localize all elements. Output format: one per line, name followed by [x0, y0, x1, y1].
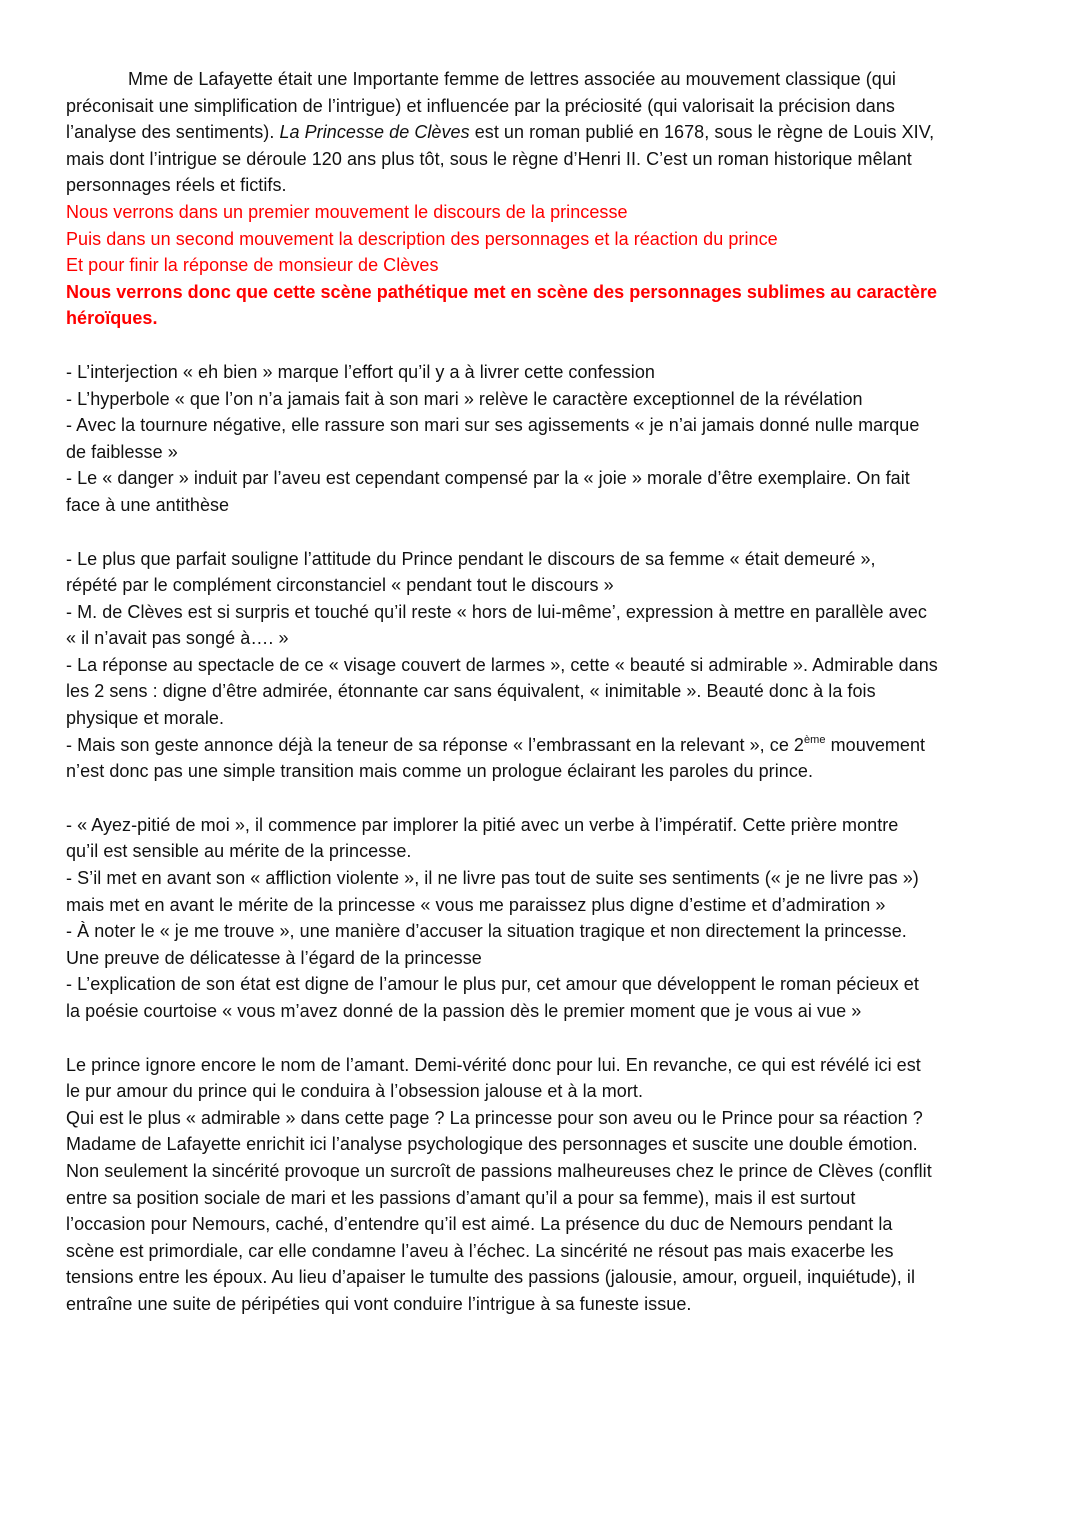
- analysis-line: de faiblesse »: [66, 441, 178, 462]
- conclusion-line: l’occasion pour Nemours, caché, d’entendre qu’il est aimé. La présence du duc de Nemours pendant la: [66, 1214, 893, 1235]
- plan-line-1: Nous verrons dans un premier mouvement le discours de la princesse: [66, 201, 628, 222]
- conclusion-line: le pur amour du prince qui le conduira à l’obsession jalouse et à la mort.: [66, 1081, 644, 1102]
- superscript: ème: [804, 733, 826, 746]
- conclusion-line: scène est primordiale, car elle condamne l’aveu à l’échec. La sincérité ne résout pas mais exacerbe les: [66, 1240, 894, 1261]
- intro-line: [66, 119, 1026, 146]
- intro-text: l’analyse des sentiments).: [66, 122, 280, 143]
- introduction-paragraph: [66, 66, 1026, 332]
- document-page: [66, 66, 1026, 1318]
- analysis-line: - S’il met en avant son « affliction violente », il ne livre pas tout de suite ses sentiments (« je ne livre pas »): [66, 868, 919, 889]
- spacer: [66, 1025, 1026, 1052]
- conclusion-line: Non seulement la sincérité provoque un surcroît de passions malheureuses chez le prince de Clèves (conflit: [66, 1160, 932, 1181]
- analysis-line: - L’hyperbole « que l’on n’a jamais fait à son mari » relève le caractère exceptionnel de la révélation: [66, 388, 863, 409]
- intro-line: mais dont l’intrigue se déroule 120 ans plus tôt, sous le règne d’Henri II. C’est un roman historique mêlant: [66, 148, 912, 169]
- analysis-line: n’est donc pas une simple transition mais comme un prologue éclairant les paroles du prince.: [66, 761, 813, 782]
- analysis-line: Une preuve de délicatesse à l’égard de la princesse: [66, 947, 482, 968]
- intro-line: préconisait une simplification de l’intrigue) et influencée par la préciosité (qui valorisait la précision dans: [66, 95, 895, 116]
- third-movement-section: [66, 812, 1026, 1025]
- conclusion-line: tensions entre les époux. Au lieu d’apaiser le tumulte des passions (jalousie, amour, orgueil, inquiétude), il: [66, 1267, 915, 1288]
- intro-line: Mme de Lafayette était une Importante femme de lettres associée au mouvement classique (qui: [128, 69, 896, 89]
- book-title: La Princesse de Clèves: [279, 122, 470, 143]
- spacer: [66, 785, 1026, 812]
- problematic-line: héroïques.: [66, 308, 158, 329]
- analysis-line: - M. de Clèves est si surpris et touché qu’il reste « hors de lui-même’, expression à mettre en parallèle avec: [66, 601, 927, 622]
- analysis-line: - L’explication de son état est digne de l’amour le plus pur, cet amour que développent le roman pécieux et: [66, 974, 919, 995]
- analysis-line: répété par le complément circonstanciel « pendant tout le discours »: [66, 575, 614, 596]
- analysis-line: - Le plus que parfait souligne l’attitude du Prince pendant le discours de sa femme « était demeuré »,: [66, 548, 876, 569]
- analysis-line: les 2 sens : digne d’être admirée, étonnante car sans équivalent, « inimitable ». Beauté donc à la fois: [66, 681, 876, 702]
- intro-text: est un roman publié en 1678, sous le règne de Louis XIV,: [469, 122, 935, 143]
- plan-line-3: Et pour finir la réponse de monsieur de Clèves: [66, 255, 439, 276]
- analysis-line: - « Ayez-pitié de moi », il commence par implorer la pitié avec un verbe à l’impératif. Cette prière montre: [66, 814, 899, 835]
- analysis-line: face à une antithèse: [66, 494, 230, 515]
- conclusion-line: entraîne une suite de péripéties qui vont conduire l’intrigue à sa funeste issue.: [66, 1293, 692, 1314]
- analysis-line: - Le « danger » induit par l’aveu est cependant compensé par la « joie » morale d’être exemplaire. On fait: [66, 468, 910, 489]
- analysis-line: - Avec la tournure négative, elle rassure son mari sur ses agissements « je n’ai jamais donné nulle marque: [66, 415, 920, 436]
- conclusion-paragraph: [66, 1052, 1026, 1318]
- intro-line: personnages réels et fictifs.: [66, 175, 287, 196]
- analysis-line: [66, 732, 1026, 759]
- analysis-line: - À noter le « je me trouve », une manière d’accuser la situation tragique et non directement la princesse.: [66, 921, 907, 942]
- spacer: [66, 332, 1026, 359]
- analysis-line: - L’interjection « eh bien » marque l’effort qu’il y a à livrer cette confession: [66, 361, 655, 382]
- conclusion-line: Le prince ignore encore le nom de l’amant. Demi-vérité donc pour lui. En revanche, ce qui est révélé ici est: [66, 1054, 921, 1075]
- conclusion-line: Madame de Lafayette enrichit ici l’analyse psychologique des personnages et suscite une double émotion.: [66, 1134, 918, 1155]
- problematic-line: Nous verrons donc que cette scène pathétique met en scène des personnages sublimes au caractère: [66, 281, 938, 302]
- plan-line-2: Puis dans un second mouvement la description des personnages et la réaction du prince: [66, 228, 778, 249]
- conclusion-line: entre sa position sociale de mari et les passions d’amant qu’il a pour sa femme), mais il est surtout: [66, 1187, 856, 1208]
- analysis-line: - La réponse au spectacle de ce « visage couvert de larmes », cette « beauté si admirable ». Admirable dans: [66, 654, 938, 675]
- first-movement-section: [66, 359, 1026, 519]
- analysis-text: mouvement: [825, 734, 926, 755]
- analysis-text: - Mais son geste annonce déjà la teneur de sa réponse « l’embrassant en la relevant », ce 2: [66, 734, 804, 755]
- analysis-line: mais met en avant le mérite de la princesse « vous me paraissez plus digne d’estime et d’admiration »: [66, 894, 886, 915]
- analysis-line: qu’il est sensible au mérite de la princesse.: [66, 841, 412, 862]
- analysis-line: physique et morale.: [66, 708, 225, 729]
- second-movement-section: [66, 546, 1026, 785]
- analysis-line: « il n’avait pas songé à…. »: [66, 628, 289, 649]
- conclusion-line: Qui est le plus « admirable » dans cette page ? La princesse pour son aveu ou le Prince pour sa réaction ?: [66, 1107, 923, 1128]
- analysis-line: la poésie courtoise « vous m’avez donné de la passion dès le premier moment que je vous ai vue »: [66, 1001, 862, 1021]
- spacer: [66, 519, 1026, 546]
